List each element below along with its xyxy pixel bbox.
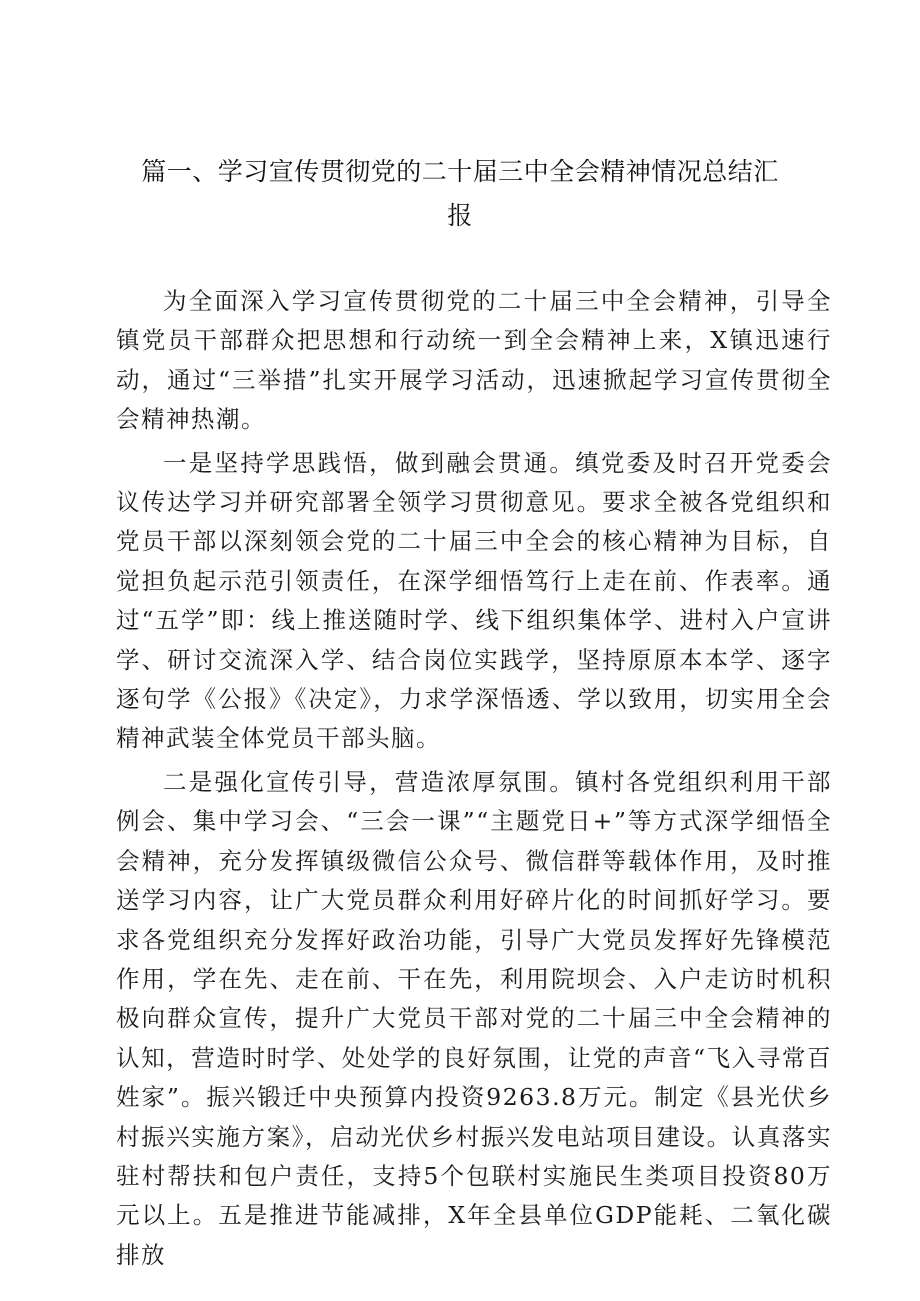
- document-body: [116, 282, 832, 1279]
- document-title: 篇一、学习宣传贯彻党的二十届三中全会精神情况总结汇报: [141, 157, 779, 230]
- paragraph-intro: 为全面深入学习宣传贯彻党的二十届三中全会精神，引导全镇党员干部群众把思想和行动统一到全会精神上来，X镇迅速行动，通过“三举措”扎实开展学习活动，迅速掀起学习宣传贯彻全会精神热潮。: [116, 287, 832, 434]
- paragraph-second-measure: 二是强化宣传引导，营造浓厚氛围。镇村各党组织利用干部例会、集中学习会、“三会一课”“主题党日+”等方式深学细悟全会精神，充分发挥镇级微信公众号、微信群等载体作用，及时推送学习内容，让广大党员群众利用好碎片化的时间抓好学习。要求各党组织充分发挥好政治功能，引导广大党员发挥好先锋模范作用，学在先、走在前、干在先，利用院坝会、入户走访时机积极向群众宣传，提升广大党员干部对党的二十届三中全会精神的认知，营造时时学、处处学的良好氛围，让党的声音“飞入寻常百姓家”。振兴锻迁中央预算内投资9263.8万元。制定《县光伏乡村振兴实施方案》，启动光伏乡村振兴发电站项目建设。认真落实驻村帮扶和包户责任，支持5个包联村实施民生类项目投资80万元以上。五是推进节能减排，X年全县单位GDP能耗、二氧化碳排放: [116, 767, 832, 1269]
- paragraph-first-measure: 一是坚持学思践悟，做到融会贯通。缜党委及时召开党委会议传达学习并研究部署全领学习贯彻意见。要求全被各党组织和党员干部以深刻领会党的二十届三中全会的核心精神为目标，自觉担负起示范引领责任，在深学细悟笃行上走在前、作表率。通过“五学”即：线上推送随时学、线下组织集体学、进村入户宣讲学、研讨交流深入学、结合岗位实践学，坚持原原本本学、逐字逐句学《公报》《决定》，力求学深悟透、学以致用，切实用全会精神武装全体党员干部头脑。: [116, 448, 832, 753]
